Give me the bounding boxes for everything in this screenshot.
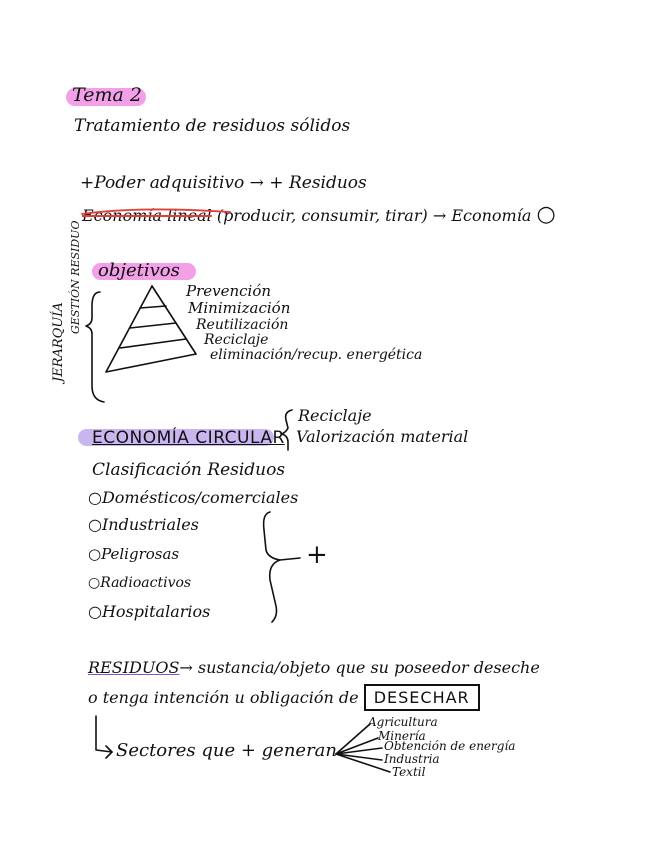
gestion-residuo-label: GESTIÓN RESIDUO bbox=[69, 220, 82, 334]
sector-obtencion-energia: Obtención de energía bbox=[384, 739, 516, 753]
poder-adquisitivo-line: +Poder adquisitivo → + Residuos bbox=[80, 173, 367, 193]
clasificacion-title: Clasificación Residuos bbox=[92, 460, 286, 480]
jerarquia-label: JERARQUÍA bbox=[51, 302, 66, 382]
clasificacion-item-4: ○Radioactivos bbox=[88, 575, 192, 591]
sector-industria: Industria bbox=[384, 752, 440, 766]
circle-symbol: ○ bbox=[536, 202, 556, 227]
circular-item-reciclaje: Reciclaje bbox=[298, 406, 372, 425]
residuos-definition-line-1: RESIDUOS→ sustancia/objeto que su poseedor deseche bbox=[88, 658, 540, 677]
clasificacion-item-5: ○Hospitalarios bbox=[88, 602, 211, 621]
clasificacion-bracket bbox=[264, 512, 280, 622]
clasificacion-item-2: ○Industriales bbox=[88, 515, 199, 534]
sector-textil: Textil bbox=[392, 765, 426, 779]
circular-item-valorizacion: Valorización material bbox=[296, 427, 469, 446]
sector-agricultura: Agricultura bbox=[368, 715, 438, 729]
circular-bracket bbox=[282, 410, 292, 450]
economia-lineal-struck: Economía lineal bbox=[82, 206, 212, 225]
objetivo-item-3: Reutilización bbox=[196, 317, 289, 333]
tema-title: Tema 2 bbox=[72, 84, 142, 106]
sectores-hook bbox=[96, 716, 112, 752]
sectores-fan-arrows bbox=[336, 724, 390, 772]
sectores-line: Sectores que + generan bbox=[116, 740, 337, 761]
economia-lineal-rest: (producir, consumir, tirar) → Economía bbox=[216, 206, 532, 225]
residuos-label: RESIDUOS bbox=[88, 658, 180, 677]
sector-mineria: Minería bbox=[378, 729, 426, 743]
red-strike bbox=[82, 209, 230, 214]
bracket-arrow bbox=[280, 558, 300, 560]
objetivo-item-2: Minimización bbox=[188, 299, 291, 317]
page-subtitle: Tratamiento de residuos sólidos bbox=[74, 116, 351, 136]
residuos-definition-line-2: o tenga intención u obligación de DESECHAR bbox=[88, 690, 480, 706]
clasificacion-item-3: ○Peligrosas bbox=[88, 545, 180, 563]
objetivo-item-1: Prevención bbox=[186, 282, 272, 300]
clasificacion-plus: + bbox=[306, 540, 328, 570]
desechar-box: DESECHAR bbox=[364, 684, 480, 711]
objetivo-item-5: eliminación/recup. energética bbox=[210, 347, 423, 363]
objetivos-title: objetivos bbox=[98, 260, 180, 281]
objetivos-bracket bbox=[86, 292, 104, 402]
clasificacion-item-1: ○Domésticos/comerciales bbox=[88, 488, 299, 507]
pyramid-drawing bbox=[106, 286, 196, 372]
economia-circular-title: ECONOMÍA CIRCULAR bbox=[92, 428, 285, 448]
objetivo-item-4: Reciclaje bbox=[204, 332, 269, 348]
